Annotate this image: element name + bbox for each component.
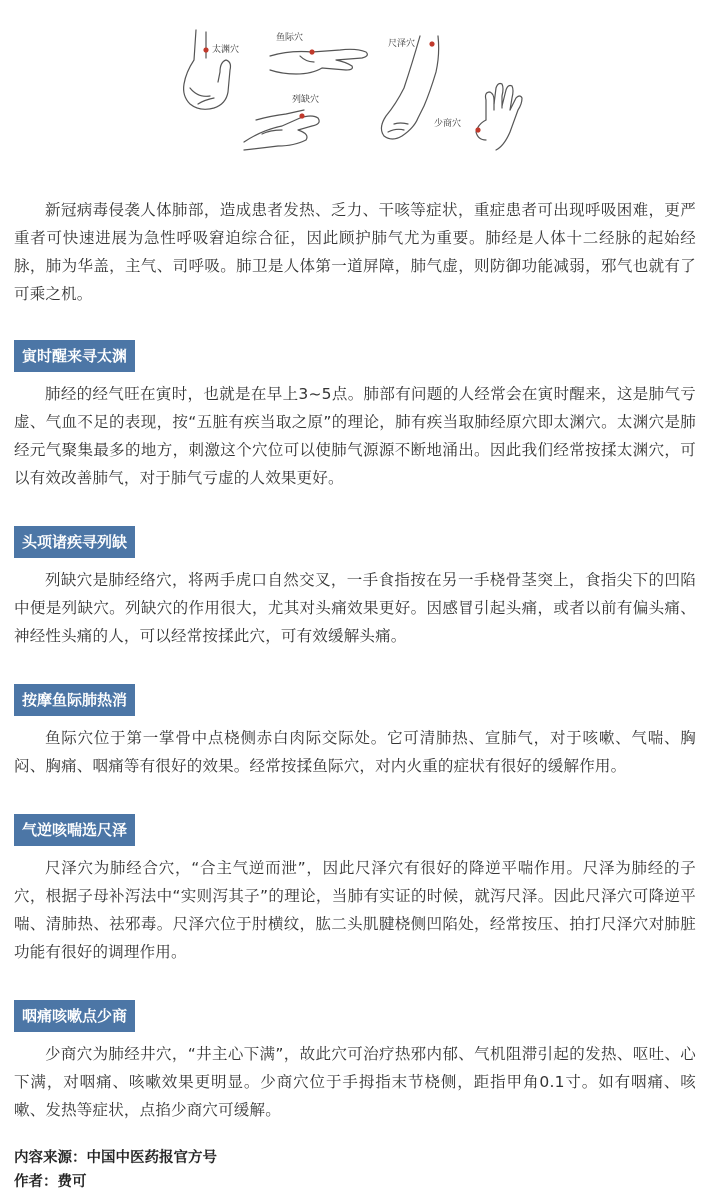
section-text-lieque: 列缺穴是肺经络穴，将两手虎口自然交叉，一手食指按在另一手桡骨茎突上，食指尖下的凹陷中便是列缺穴。列缺穴的作用很大，尤其对头痛效果更好。因感冒引起头痛，或者以前有偏头痛、神经性头痛的人，可以经常按揉此穴，可有效缓解头痛。 — [14, 571, 696, 645]
section-heading-taiyuan: 寅时醒来寻太渊 — [14, 340, 135, 372]
section-text-taiyuan: 肺经的经气旺在寅时，也就是在早上3~5点。肺部有问题的人经常会在寅时醒来，这是肺气亏虚、气血不足的表现，按“五脏有疾当取之原”的理论，肺有疾当取肺经原穴即太渊穴。太渊穴是肺经元气聚集最多的地方，刺激这个穴位可以使肺气源源不断地涌出。因此我们经常按揉太渊穴，可以有效改善肺气，对于肺气亏虚的人效果更好。 — [14, 385, 696, 487]
source-line: 内容来源：中国中医药报官方号 — [14, 1150, 217, 1166]
label-lieque: 列缺穴 — [292, 95, 320, 105]
label-chize: 尺泽穴 — [388, 39, 416, 49]
acupoint-illustration — [0, 0, 712, 170]
section-heading-chize: 气逆咳喘选尺泽 — [14, 814, 135, 846]
section-text-yuji: 鱼际穴位于第一掌骨中点桡侧赤白肉际交际处。它可清肺热、宣肺气，对于咳嗽、气喘、胸闷、胸痛、咽痛等有很好的效果。经常按揉鱼际穴，对内火重的症状有很好的缓解作用。 — [14, 729, 696, 775]
section-heading-yuji: 按摩鱼际肺热消 — [14, 684, 135, 716]
label-yuji: 鱼际穴 — [276, 33, 304, 43]
article-body — [0, 196, 712, 1194]
intro-paragraph: 新冠病毒侵袭人体肺部，造成患者发热、乏力、干咳等症状，重症患者可出现呼吸困难，更严重者可快速进展为急性呼吸窘迫综合征，因此顾护肺气尤为重要。肺经是人体十二经脉的起始经脉，肺为华盖，主气、司呼吸。肺卫是人体第一道屏障，肺气虚，则防御功能减弱，邪气也就有了可乘之机。 — [14, 201, 696, 303]
label-shaoshang: 少商穴 — [434, 119, 462, 129]
section-text-chize: 尺泽穴为肺经合穴，“合主气逆而泄”，因此尺泽穴有很好的降逆平喘作用。尺泽为肺经的子穴，根据子母补泻法中“实则泻其子”的理论，当肺有实证的时候，就泻尺泽。因此尺泽穴可降逆平喘、清肺热、祛邪毒。尺泽穴位于肘横纹，肱二头肌腱桡侧凹陷处，经常按压、拍打尺泽穴对肺脏功能有很好的调理作用。 — [14, 859, 696, 961]
section-text-shaoshang: 少商穴为肺经井穴，“井主心下满”，故此穴可治疗热邪内郁、气机阻滞引起的发热、呕吐、心下满，对咽痛、咳嗽效果更明显。少商穴位于手拇指末节桡侧，距指甲角0.1寸。如有咽痛、咳嗽、发热等症状，点掐少商穴可缓解。 — [14, 1045, 696, 1119]
author-line: 作者：费可 — [14, 1174, 87, 1190]
section-heading-lieque: 头项诸疾寻列缺 — [14, 526, 135, 558]
section-heading-shaoshang: 咽痛咳嗽点少商 — [14, 1000, 135, 1032]
label-taiyuan: 太渊穴 — [212, 45, 240, 55]
hands-drawing — [0, 0, 712, 170]
